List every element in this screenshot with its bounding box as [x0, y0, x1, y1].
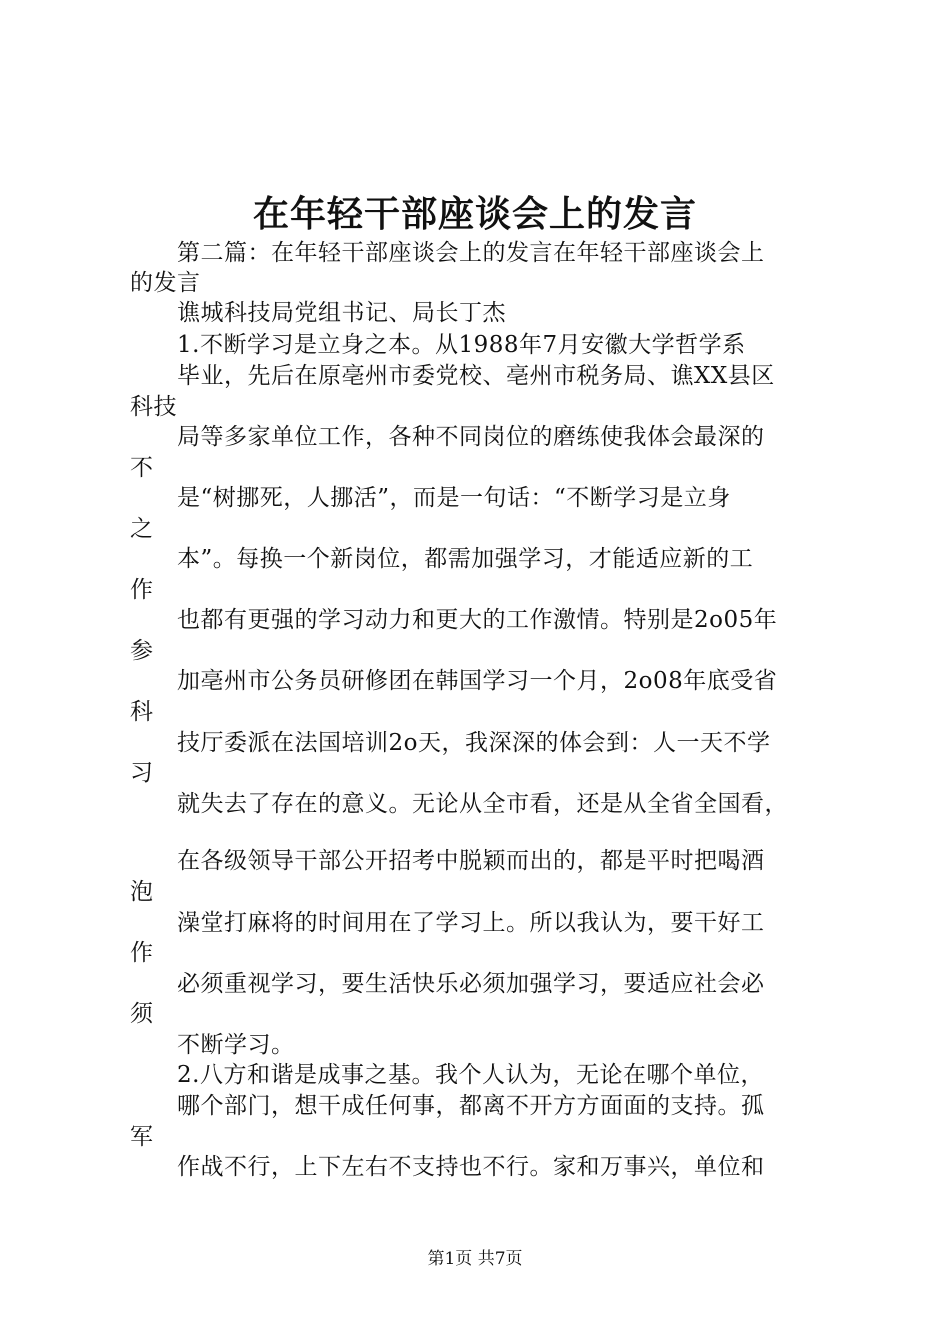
- text-line: 1.不断学习是立身之本。从1988年7月安徽大学哲学系: [130, 332, 746, 358]
- text-line: 2.八方和谐是成事之基。我个人认为，无论在哪个单位，: [130, 1062, 764, 1088]
- text-line: 澡堂打麻将的时间用在了学习上。所以我认为，要干好工: [130, 910, 765, 936]
- text-line: 作: [130, 577, 154, 603]
- text-line: 的发言: [130, 270, 201, 296]
- text-line: 第二篇：在年轻干部座谈会上的发言在年轻干部座谈会上: [130, 240, 765, 266]
- text-line: 哪个部门，想干成任何事，都离不开方方面面的支持。孤: [130, 1093, 765, 1119]
- text-line: 之: [130, 516, 154, 542]
- text-line: 在各级领导干部公开招考中脱颖而出的，都是平时把喝酒: [130, 848, 765, 874]
- text-line: 参: [130, 638, 154, 664]
- page-number: 第1页 共7页: [427, 1249, 523, 1269]
- text-line: 局等多家单位工作，各种不同岗位的磨练使我体会最深的: [130, 424, 765, 450]
- text-line: 是“树挪死，人挪活”，而是一句话：“不断学习是立身: [130, 485, 731, 511]
- text-line: 军: [130, 1124, 154, 1150]
- text-line: 作战不行，上下左右不支持也不行。家和万事兴，单位和: [130, 1154, 765, 1180]
- text-line: 就失去了存在的意义。无论从全市看，还是从全省全国看，: [130, 791, 788, 817]
- document-title: 在年轻干部座谈会上的发言: [252, 193, 697, 235]
- text-line: 作: [130, 940, 154, 966]
- text-line: 习: [130, 760, 154, 786]
- text-line: 不: [130, 455, 154, 481]
- text-line: 毕业，先后在原亳州市委党校、亳州市税务局、谯XX县区: [130, 363, 775, 389]
- text-line: 必须重视学习，要生活快乐必须加强学习，要适应社会必: [130, 971, 765, 997]
- text-line: 谯城科技局党组书记、局长丁杰: [130, 300, 506, 326]
- text-line: 科技: [130, 394, 177, 420]
- text-line: 须: [130, 1001, 154, 1027]
- text-line: 泡: [130, 879, 154, 905]
- text-line: 技厅委派在法国培训2o天，我深深的体会到：人一天不学: [130, 730, 771, 756]
- text-line: 不断学习。: [130, 1032, 295, 1058]
- text-line: 加亳州市公务员研修团在韩国学习一个月，2o08年底受省: [130, 668, 778, 694]
- text-line: 本”。每换一个新岗位，都需加强学习，才能适应新的工: [130, 546, 754, 572]
- text-line: 也都有更强的学习动力和更大的工作激情。特别是2o05年: [130, 607, 778, 633]
- text-line: 科: [130, 699, 154, 725]
